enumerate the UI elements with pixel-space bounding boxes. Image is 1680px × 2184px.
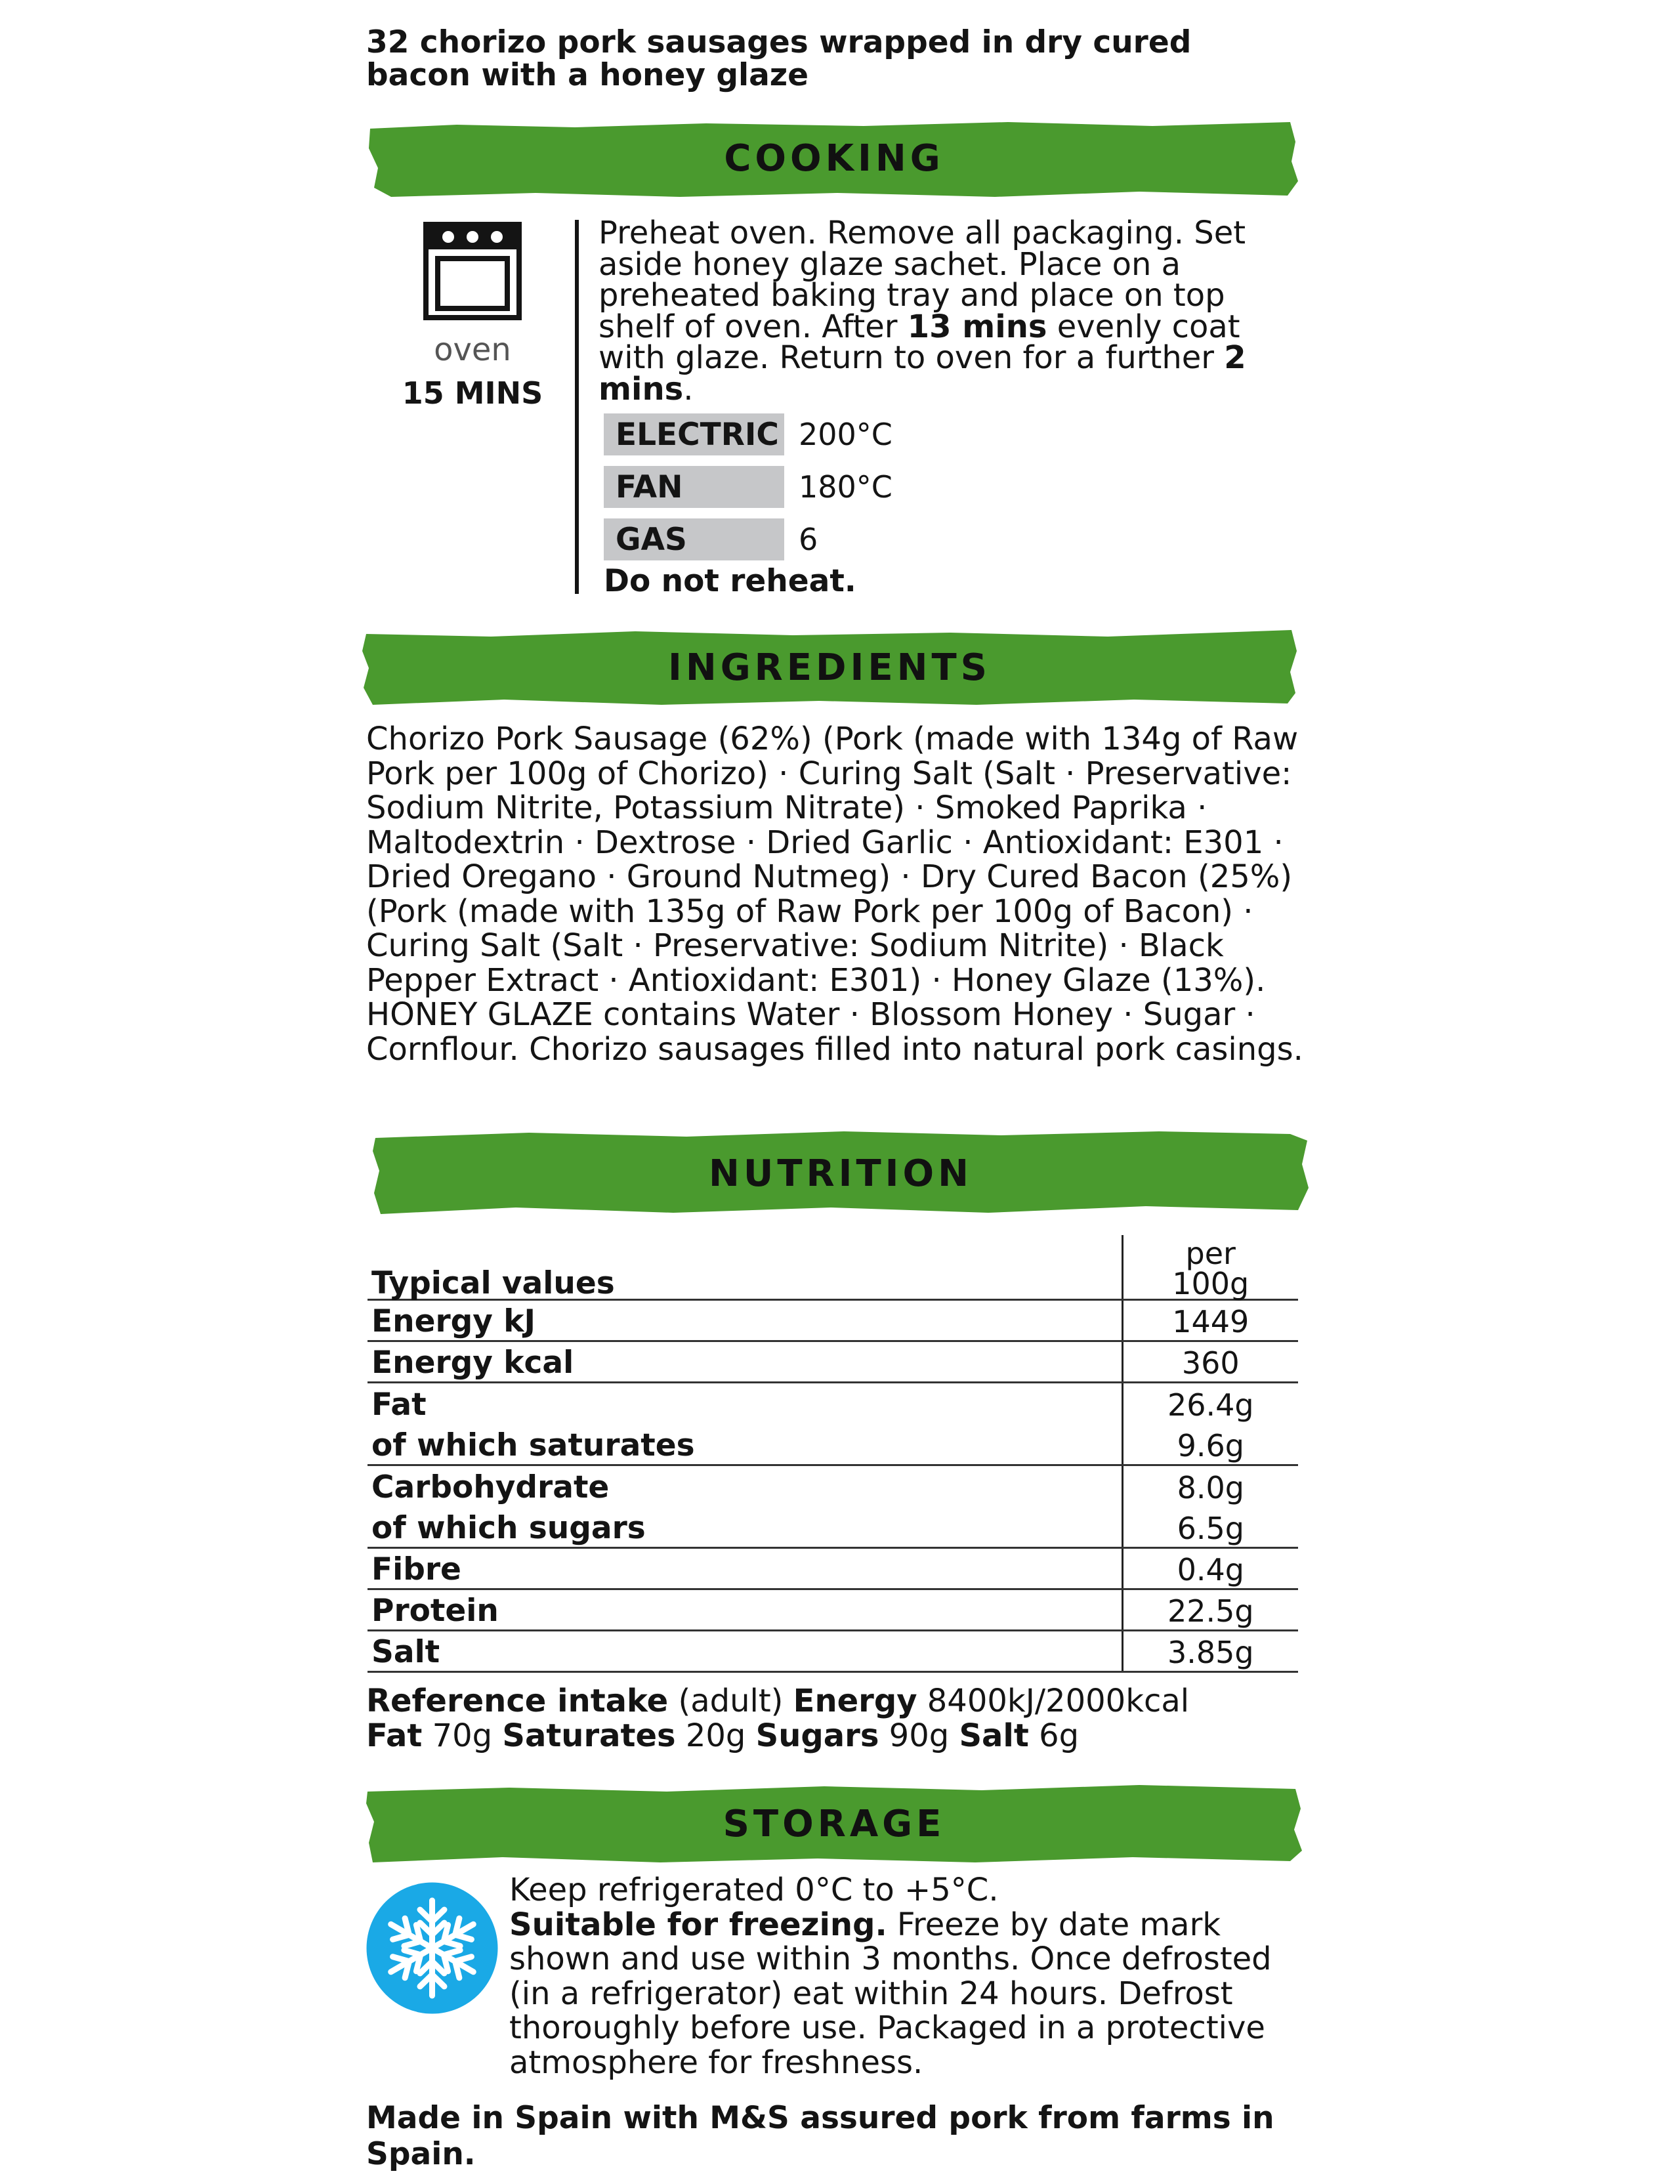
reference-intake bbox=[366, 1684, 1305, 1754]
table-row: Salt 3.85g bbox=[368, 1630, 1298, 1671]
table-row: Carbohydrate 8.0g bbox=[368, 1465, 1298, 1506]
reference-line-1: Reference intake (adult) Energy 8400kJ/2000kcal bbox=[366, 1683, 1190, 1719]
cooking-time: 15 MINS bbox=[402, 375, 543, 411]
table-row: of which saturates 9.6g bbox=[368, 1423, 1298, 1465]
storage-line-1: Keep refrigerated 0°C to +5°C. bbox=[509, 1872, 999, 1908]
reference-line-2: Fat 70g Saturates 20g Sugars 90g Salt 6g bbox=[366, 1717, 1080, 1754]
temp-label: GAS bbox=[604, 518, 784, 560]
snowflake-icon bbox=[365, 1881, 499, 2015]
ingredients-heading: INGREDIENTS bbox=[667, 646, 991, 689]
temp-row-gas bbox=[604, 518, 1063, 560]
ingredients-text: Chorizo Pork Sausage (62%) (Pork (made with 134g of Raw Pork per 100g of Chorizo) · Curing Salt (Salt · Preservative: Sodium Nitrite, Potassium Nitrate) · Smoked Paprika · Maltodextrin · Dextrose · Dried Garlic · Antioxidant: E301 · Dried Oregano · Ground Nutmeg) · Dry Cured Bacon (25%) (Pork (made with 135g of Raw Pork per 100g of Bacon) · Curing Salt (Salt · Preservative: Sodium Nitrite) · Black Pepper Extract · Antioxidant: E301) · Honey Glaze (13%). HONEY GLAZE contains Water · Blossom Honey · Sugar · Cornflour. Chorizo sausages filled into natural pork casings. bbox=[366, 721, 1303, 1068]
cooking-heading: COOKING bbox=[724, 136, 944, 180]
temp-value: 6 bbox=[799, 522, 818, 557]
storage-banner bbox=[365, 1780, 1303, 1868]
origin-statement: Made in Spain with M&S assured pork from farms in Spain. bbox=[366, 2100, 1274, 2172]
reheat-note: Do not reheat. bbox=[604, 563, 856, 599]
oven-label: oven bbox=[434, 331, 511, 368]
temp-row-fan bbox=[604, 466, 1063, 508]
storage-freezing: Suitable for freezing. Freeze by date mark shown and use within 3 months. Once defrosted (in a refrigerator) eat within 24 hours. Defrost thoroughly before use. Packaged in a protective atmosphere for freshness. bbox=[509, 1906, 1272, 2081]
table-header-row bbox=[368, 1235, 1298, 1299]
temp-row-electric bbox=[604, 413, 1063, 455]
table-row: Energy kJ 1449 bbox=[368, 1299, 1298, 1341]
table-row: Fibre 0.4g bbox=[368, 1547, 1298, 1589]
nutrition-table bbox=[368, 1235, 1298, 1673]
product-title: 32 chorizo pork sausages wrapped in dry cured bacon with a honey glaze bbox=[366, 24, 1192, 93]
oven-icon bbox=[423, 222, 522, 320]
temp-value: 180°C bbox=[799, 469, 892, 505]
table-row: Fat 26.4g bbox=[368, 1382, 1298, 1423]
temp-value: 200°C bbox=[799, 417, 892, 452]
nutrition-banner bbox=[371, 1125, 1310, 1222]
divider bbox=[575, 220, 579, 594]
cooking-banner bbox=[365, 116, 1303, 201]
per-100g-header: per 100g bbox=[1122, 1235, 1298, 1299]
cooking-instructions: Preheat oven. Remove all packaging. Set aside honey glaze sachet. Place on a preheated baking tray and place on top shelf of oven. After 13 mins evenly coat with glaze. Return to oven for a further 2 mins. bbox=[598, 215, 1246, 408]
temp-label: ELECTRIC bbox=[604, 413, 784, 455]
table-row: Protein 22.5g bbox=[368, 1589, 1298, 1630]
temp-label: FAN bbox=[604, 466, 784, 508]
ingredients-banner bbox=[360, 625, 1299, 710]
typical-values-label: Typical values bbox=[368, 1235, 1122, 1299]
table-row: Energy kcal 360 bbox=[368, 1341, 1298, 1382]
storage-heading: STORAGE bbox=[723, 1802, 946, 1845]
table-row: of which sugars 6.5g bbox=[368, 1506, 1298, 1547]
storage-instructions bbox=[509, 1873, 1303, 2080]
nutrition-heading: NUTRITION bbox=[708, 1152, 973, 1195]
